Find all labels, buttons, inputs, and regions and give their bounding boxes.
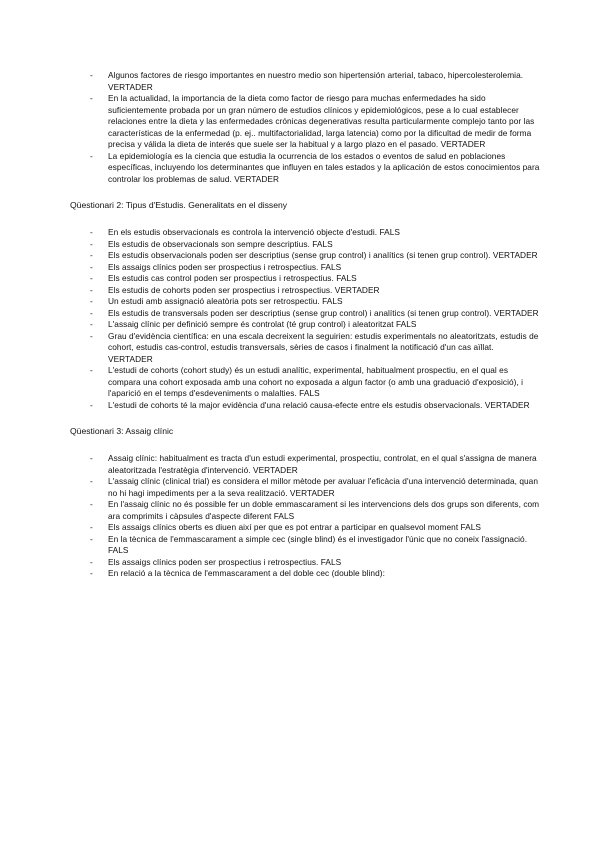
list-item-text: Algunos factores de riesgo importantes en nuestro medio son hipertensión arterial, tabaco, hipercolesterolemia. VERTADER <box>108 70 524 92</box>
bullet-dash: - <box>90 453 93 463</box>
list-item-text: Els estudis de observacionals son sempre descriptius. FALS <box>108 238 333 249</box>
bullet-dash: - <box>90 476 93 486</box>
list-item-text: Els assaigs clínics poden ser prospectius i retrospectius. FALS <box>108 556 342 567</box>
bullet-dash: - <box>90 365 93 375</box>
list-item-text: Els estudis de cohorts poden ser prospectius i retrospectius. VERTADER <box>108 284 380 295</box>
list-item <box>70 296 540 308</box>
list-item-text: L'assaig clínic per definició sempre és controlat (té grup control) i aleatoritzat FALS <box>108 319 417 329</box>
bullet-dash: - <box>90 273 93 283</box>
bullet-dash: - <box>90 568 93 578</box>
list-item <box>70 331 540 366</box>
list-item <box>70 557 540 569</box>
list-item <box>70 365 540 400</box>
bullet-dash: - <box>90 261 93 272</box>
list-item <box>70 262 540 274</box>
bullet-dash: - <box>90 522 93 532</box>
list-item-text: Els estudis cas control poden ser prospectius i retrospectius. FALS <box>108 273 357 283</box>
list-item <box>70 239 540 251</box>
list-item-text: En la tècnica de l'emmascarament a simple cec (single blind) és el investigador l'únic que no coneix l'assignació. FALS <box>108 533 528 555</box>
list-item-text: Els estudis de transversals poden ser descriptius (sense grup control) i analítics (si tenen grup control). VERTADER <box>108 307 539 318</box>
list-item <box>70 308 540 320</box>
section-2-list <box>70 227 540 411</box>
bullet-dash: - <box>90 556 93 567</box>
section-2-title: Qüestionari 2: Tipus d'Estudis. Generalitats en el disseny <box>70 200 288 210</box>
list-item <box>70 151 540 186</box>
list-item-text: Grau d'evidència científica: en una escala decreixent la seguirien: estudis experimentals no aleatoritzats, estudis de cohort, estudis cas-control, estudis transversals, sèries de casos i finalment la notificació d'un cas aïllat. VERTADER <box>108 330 539 364</box>
list-item-text: Els estudis observacionals poden ser descriptius (sense grup control) i analítics (si tenen grup control). VERTADER <box>108 250 538 260</box>
section-3-title: Qüestionari 3: Assaig clínic <box>70 426 174 436</box>
list-item <box>70 227 540 239</box>
list-item-text: La epidemiología es la ciencia que estudia la ocurrencia de los estados o eventos de salud en poblaciones específicas, incluyendo los determinantes que influyen en tales estados y la aplicación de estos conocimientos para controlar los problemas de salud. VERTADER <box>108 150 540 184</box>
list-item <box>70 453 540 476</box>
list-item-text: En els estudis observacionals es controla la intervenció objecte d'estudi. FALS <box>108 227 400 237</box>
list-item-text: Un estudi amb assignació aleatòria pots ser retrospectiu. FALS <box>108 296 343 306</box>
list-item-text: L'estudi de cohorts (cohort study) és un estudi analític, experimental, habitualment prospectiu, en el qual es compara una cohort exposada amb una cohort no exposada a algun factor (o amb una graduació d'exposició), i l'aparició en el temps d'esdeveniments o malalties. FALS <box>108 365 524 398</box>
list-item <box>70 568 540 580</box>
bullet-dash: - <box>90 93 93 103</box>
list-item-text: Els assaigs clínics oberts es diuen així per que es pot entrar a participar en qualsevol moment FALS <box>108 522 482 532</box>
list-item-text: L'estudi de cohorts té la major evidència d'una relació causa-efecte entre els estudis observacionals. VERTADER <box>108 399 530 410</box>
list-item <box>70 273 540 285</box>
list-item <box>70 70 540 93</box>
bullet-dash: - <box>90 399 93 410</box>
bullet-dash: - <box>90 150 93 161</box>
bullet-dash: - <box>90 284 93 295</box>
bullet-dash: - <box>90 296 93 306</box>
list-item-text: L'assaig clínic (clinical trial) es considera el millor mètode per avaluar l'eficàcia d'una intervenció determinada, quan no hi hagi impediments per a la seva realització. VERTADER <box>108 476 539 498</box>
list-item-text: Els assaigs clínics poden ser prospectius i retrospectius. FALS <box>108 261 342 272</box>
bullet-dash: - <box>90 499 93 509</box>
list-item-text: En l'assaig clínic no és possible fer un doble emmascarament si les intervencions dels dos grups son diferents, com ara comprimits i càpsules d'aspecte diferent FALS <box>108 499 540 521</box>
list-item <box>70 319 540 331</box>
bullet-dash: - <box>90 330 93 341</box>
bullet-dash: - <box>90 533 93 544</box>
list-item <box>70 400 540 412</box>
bullet-dash: - <box>90 227 93 237</box>
list-item <box>70 476 540 499</box>
section-1-list <box>70 70 540 185</box>
list-item <box>70 250 540 262</box>
list-item-text: En relació a la tècnica de l'emmascarament a del doble cec (double blind): <box>108 568 385 578</box>
list-item <box>70 93 540 151</box>
list-item <box>70 534 540 557</box>
bullet-dash: - <box>90 70 93 80</box>
list-item-text: Assaig clínic: habitualment es tracta d'un estudi experimental, prospectiu, controlat, en el qual s'assigna de manera aleatoritzada l'estratègia d'intervenció. VERTADER <box>108 453 537 475</box>
bullet-dash: - <box>90 319 93 329</box>
section-3-list <box>70 453 540 580</box>
bullet-dash: - <box>90 238 93 249</box>
list-item-text: En la actualidad, la importancia de la dieta como factor de riesgo para muchas enfermedades ha sido suficientemente probada por un gran número de estudios clínicos y epidemiológicos, pese a lo cual establecer relaciones entre la dieta y las enfermedades crónicas degenerativas resulta particularmente complejo tanto por las características de la enfermedad (p. ej.. multifactorialidad, larga latencia) como por la dificultad de medir de forma precisa y válida la dieta de interés que suele ser la habitual y a largo plazo en el pasado. VERTADER <box>108 93 535 149</box>
list-item <box>70 285 540 297</box>
bullet-dash: - <box>90 250 93 260</box>
bullet-dash: - <box>90 307 93 318</box>
list-item <box>70 499 540 522</box>
list-item <box>70 522 540 534</box>
